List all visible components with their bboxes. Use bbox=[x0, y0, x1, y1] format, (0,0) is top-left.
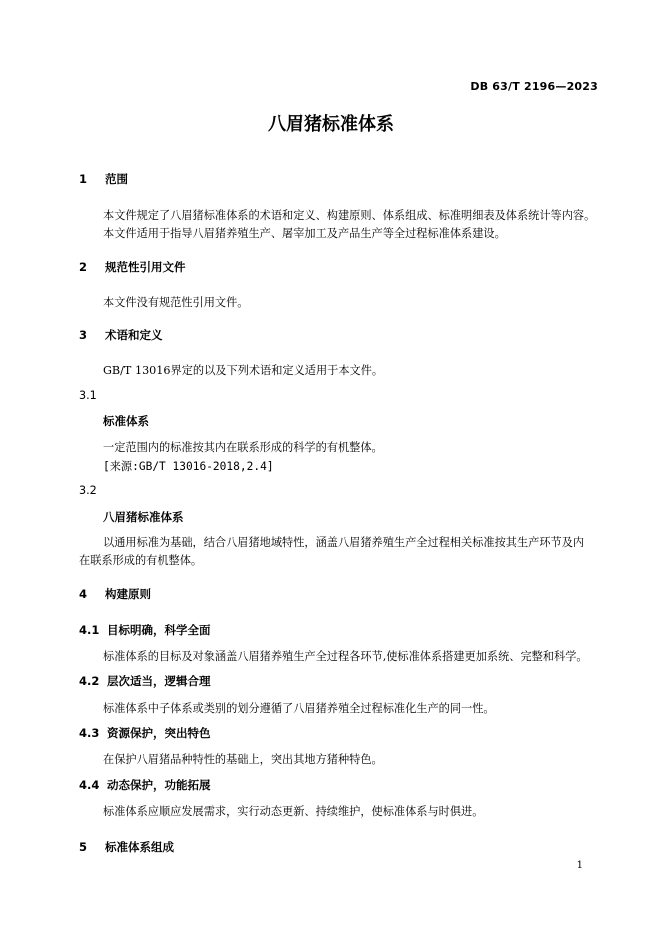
term-3-2-definition-line-1: 以通用标准为基础，结合八眉猪地域特性，涵盖八眉猪养殖生产全过程相关标准按其生产环节及内 bbox=[103, 536, 585, 549]
section-1-heading bbox=[79, 171, 128, 187]
term-3-2-definition-line-2: 在联系形成的有机整体。 bbox=[79, 554, 203, 567]
section-2-heading bbox=[79, 259, 186, 275]
clause-title: 动态保护，功能拓展 bbox=[107, 778, 211, 792]
clause-4-1-heading bbox=[79, 622, 211, 638]
clause-4-4-heading bbox=[79, 777, 211, 793]
clause-title: 目标明确，科学全面 bbox=[107, 623, 211, 637]
term-3-1-source: [来源:GB/T 13016-2018,2.4] bbox=[103, 460, 274, 473]
section-title: 规范性引用文件 bbox=[105, 260, 186, 274]
section-title: 构建原则 bbox=[105, 587, 151, 601]
section-number: 2 bbox=[79, 260, 88, 274]
section-5-heading bbox=[79, 839, 174, 855]
section-1-paragraph-2: 本文件适用于指导八眉猪养殖生产、屠宰加工及产品生产等全过程标准体系建设。 bbox=[103, 227, 506, 240]
clause-4-4-text: 标准体系应顺应发展需求，实行动态更新、持续维护，使标准体系与时俱进。 bbox=[103, 805, 484, 818]
clause-4-3-text: 在保护八眉猪品种特性的基础上，突出其地方猪种特色。 bbox=[103, 753, 383, 766]
section-title: 标准体系组成 bbox=[105, 840, 174, 854]
term-3-1-number: 3.1 bbox=[79, 389, 97, 402]
clause-title: 资源保护，突出特色 bbox=[107, 726, 211, 740]
section-number: 1 bbox=[79, 172, 88, 186]
section-4-heading bbox=[79, 586, 151, 602]
section-3-heading bbox=[79, 327, 163, 343]
section-number: 3 bbox=[79, 328, 88, 342]
section-3-paragraph-1: GB/T 13016界定的以及下列术语和定义适用于本文件。 bbox=[103, 364, 384, 377]
section-2-paragraph-1: 本文件没有规范性引用文件。 bbox=[103, 296, 249, 309]
clause-4-1-text: 标准体系的目标及对象涵盖八眉猪养殖生产全过程各环节,使标准体系搭建更加系统、完整和科学。 bbox=[103, 650, 588, 663]
term-3-2-number: 3.2 bbox=[79, 484, 97, 497]
clause-4-2-text: 标准体系中子体系或类别的划分遵循了八眉猪养殖全过程标准化生产的同一性。 bbox=[103, 702, 495, 715]
clause-number: 4.4 bbox=[79, 778, 100, 792]
term-3-2-name: 八眉猪标准体系 bbox=[103, 510, 184, 524]
clause-number: 4.1 bbox=[79, 623, 100, 637]
section-title: 范围 bbox=[105, 172, 128, 186]
clause-4-3-heading bbox=[79, 725, 211, 741]
term-3-1-definition: 一定范围内的标准按其内在联系形成的科学的有机整体。 bbox=[103, 441, 383, 454]
section-title: 术语和定义 bbox=[105, 328, 163, 342]
term-3-1-name: 标准体系 bbox=[103, 414, 149, 428]
standard-code: DB 63/T 2196—2023 bbox=[470, 80, 598, 93]
clause-title: 层次适当，逻辑合理 bbox=[107, 674, 211, 688]
section-number: 5 bbox=[79, 840, 88, 854]
clause-number: 4.2 bbox=[79, 674, 100, 688]
clause-number: 4.3 bbox=[79, 726, 100, 740]
page-number: 1 bbox=[576, 860, 583, 871]
section-1-paragraph-1: 本文件规定了八眉猪标准体系的术语和定义、构建原则、体系组成、标准明细表及体系统计等内容。 bbox=[103, 209, 596, 222]
clause-4-2-heading bbox=[79, 673, 211, 689]
document-title: 八眉猪标准体系 bbox=[268, 114, 394, 135]
section-number: 4 bbox=[79, 587, 88, 601]
